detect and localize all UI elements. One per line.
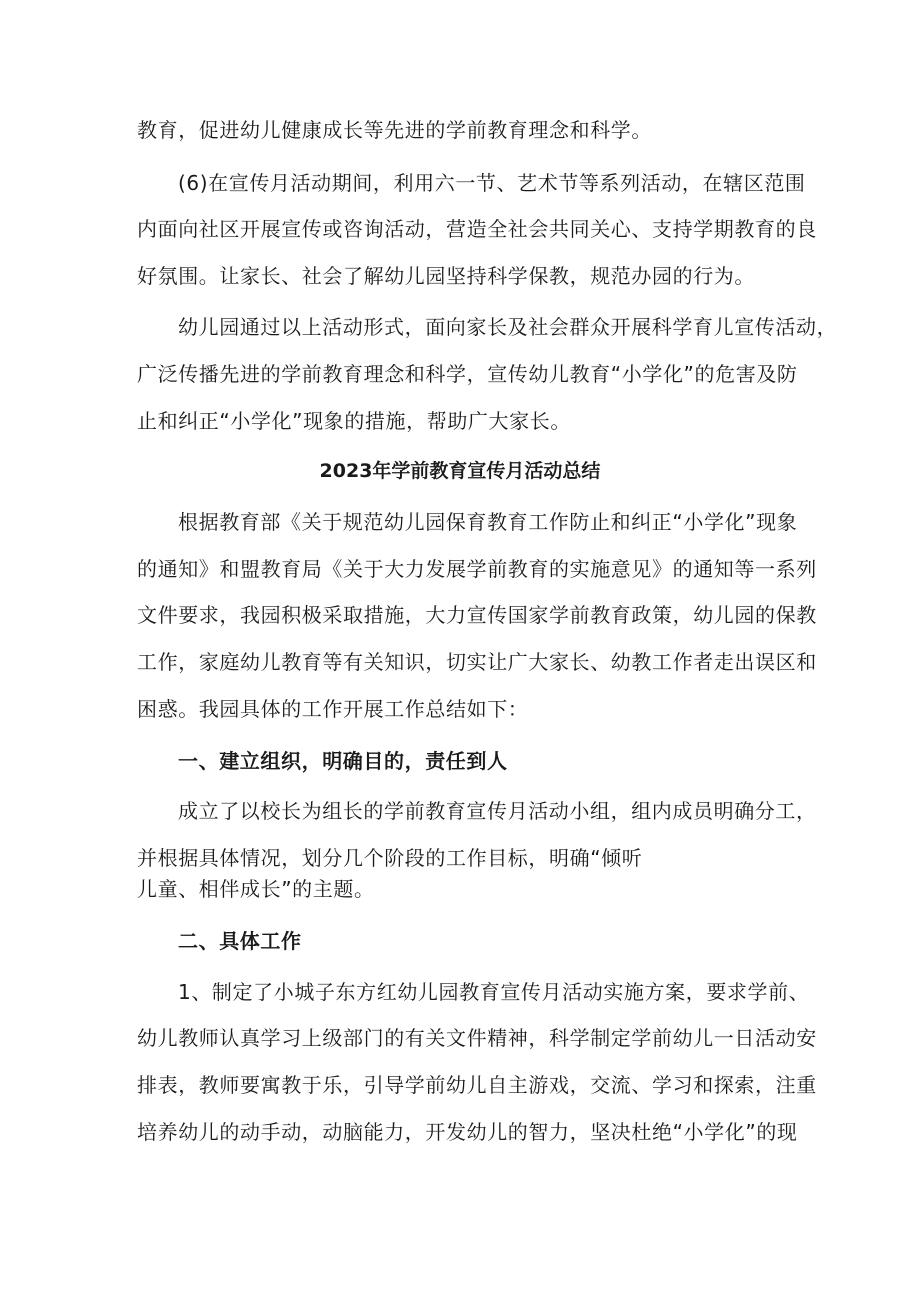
paragraph-b-line-1: (6)在宣传月活动期间，利用六一节、艺术节等系列活动，在辖区范围	[178, 171, 806, 195]
paragraph-b-line-3: 好氛围。让家长、社会了解幼儿园坚持科学保教，规范办园的行为。	[137, 264, 755, 288]
paragraph-a-line-1: 教育，促进幼儿健康成长等先进的学前教育理念和科学。	[137, 118, 652, 142]
section-one-line-3: 儿童、相伴成长”的主题。	[137, 877, 375, 901]
section-two-line-1: 1、制定了小城子东方红幼儿园教育宣传月活动实施方案，要求学前、	[178, 980, 810, 1004]
section-two-heading: 二、具体工作	[178, 929, 302, 953]
section-two-line-4: 培养幼儿的动手动，动脑能力，开发幼儿的智力，坚决杜绝“小学化”的现	[137, 1120, 798, 1144]
section-two-line-3: 排表，教师要寓教于乐，引导学前幼儿自主游戏，交流、学习和探索，注重	[137, 1073, 817, 1097]
paragraph-c-line-1: 幼儿园通过以上活动形式，面向家长及社会群众开展科学育儿宣传活动，	[178, 315, 838, 339]
section-one-line-1: 成立了以校长为组长的学前教育宣传月活动小组，组内成员明确分工，	[178, 799, 817, 823]
document-title: 2023年学前教育宣传月活动总结	[319, 460, 601, 482]
intro-line-2: 的通知》和盟教育局《关于大力发展学前教育的实施意见》的通知等一系列	[137, 557, 817, 581]
intro-line-5: 困惑。我园具体的工作开展工作总结如下：	[137, 697, 529, 721]
section-one-heading: 一、建立组织，明确目的，责任到人	[178, 749, 508, 773]
intro-line-3: 文件要求，我园积极采取措施，大力宣传国家学前教育政策，幼儿园的保教	[137, 603, 817, 627]
paragraph-c-line-2: 广泛传播先进的学前教育理念和科学，宣传幼儿教育“小学化”的危害及防	[137, 362, 798, 386]
section-two-line-2: 幼儿教师认真学习上级部门的有关文件精神，科学制定学前幼儿一日活动安	[137, 1026, 817, 1050]
intro-line-1: 根据教育部《关于规范幼儿园保育教育工作防止和纠正“小学化”现象	[178, 510, 798, 534]
paragraph-b-line-2: 内面向社区开展宣传或咨询活动，营造全社会共同关心、支持学期教育的良	[137, 217, 817, 241]
intro-line-4: 工作，家庭幼儿教育等有关知识，切实让广大家长、幼教工作者走出误区和	[137, 650, 817, 674]
section-one-line-2: 并根据具体情况，划分几个阶段的工作目标，明确“倾听	[137, 846, 643, 870]
paragraph-c-line-3: 止和纠正“小学化”现象的措施，帮助广大家长。	[137, 409, 571, 433]
